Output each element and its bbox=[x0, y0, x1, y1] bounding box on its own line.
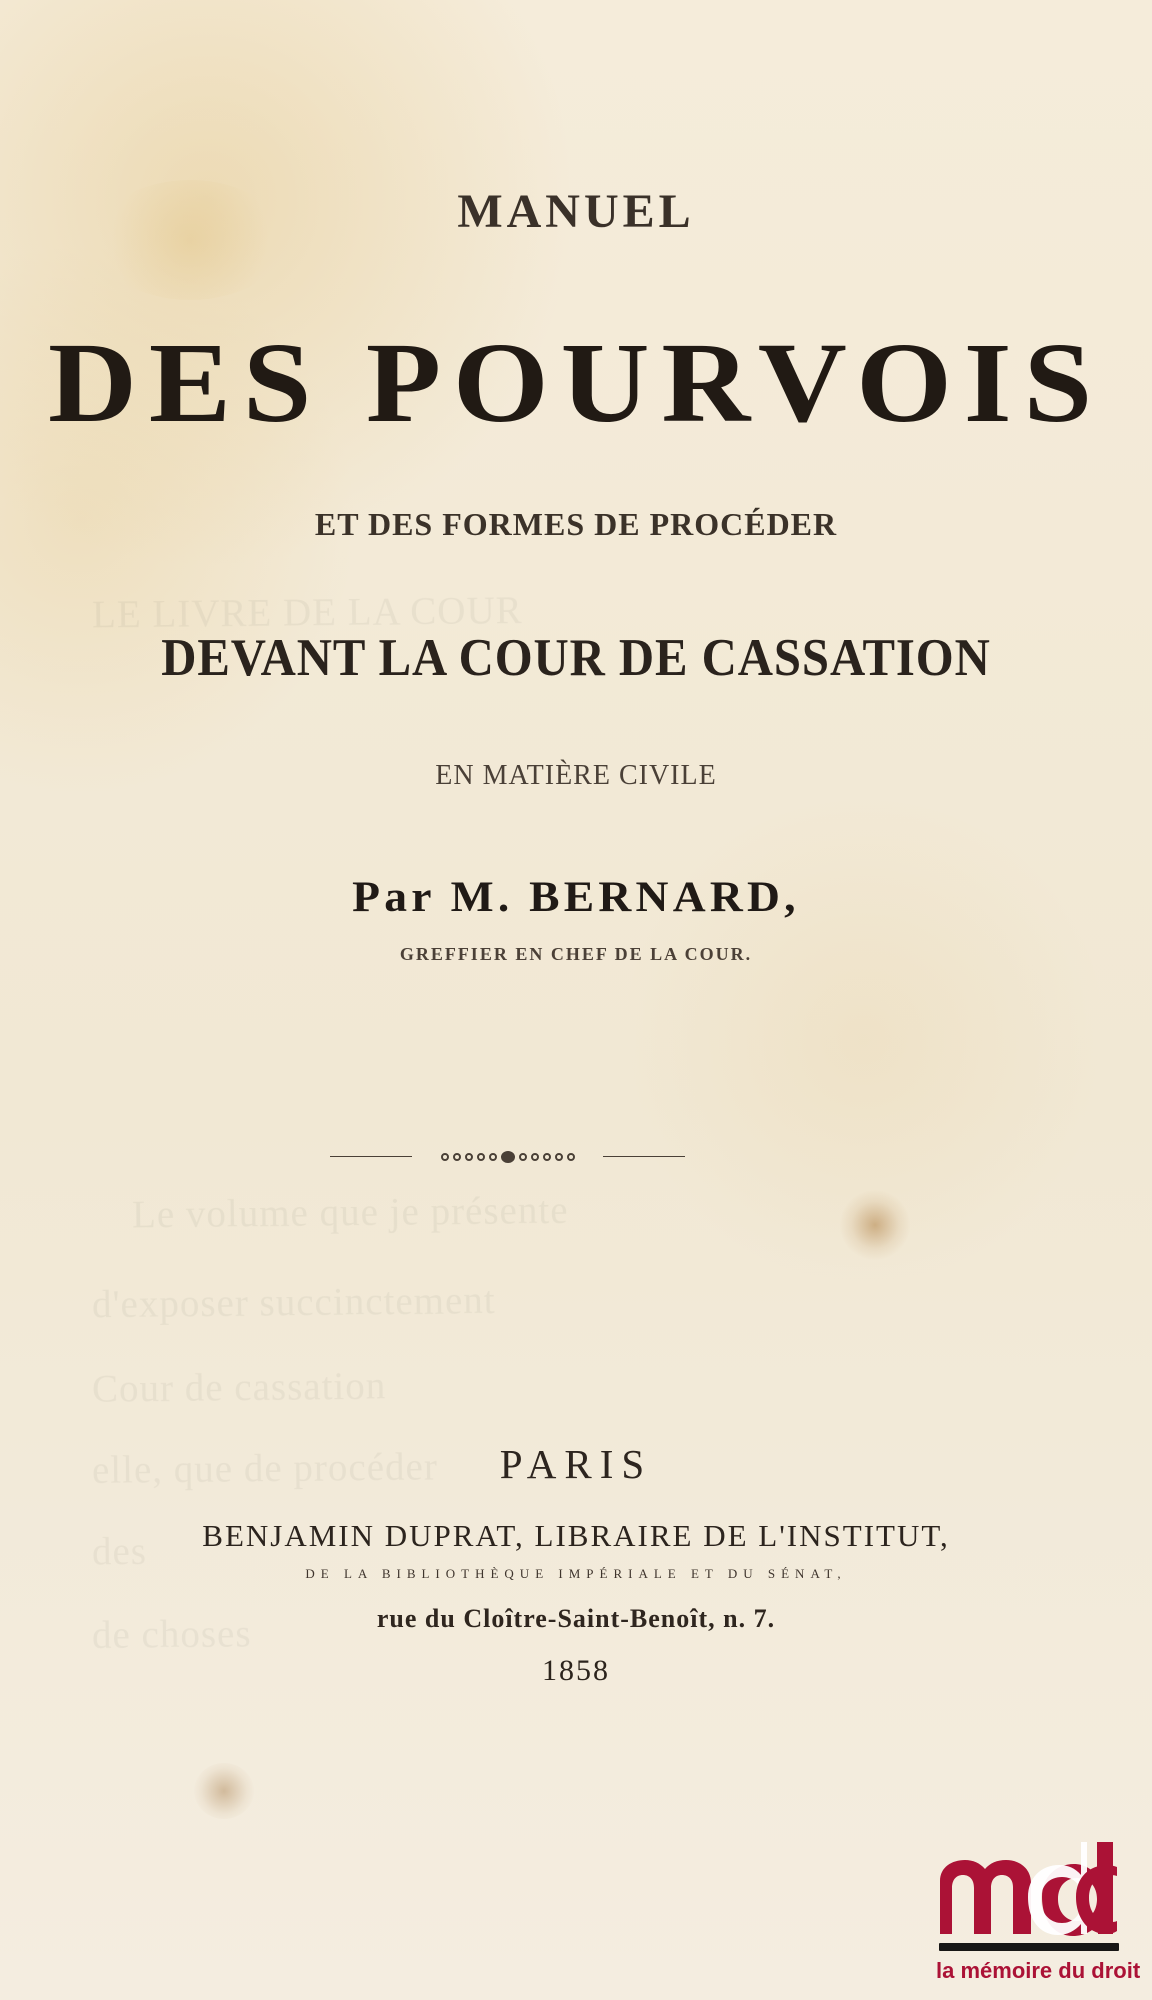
ornament-bead bbox=[489, 1153, 497, 1161]
bleed-through-line: des bbox=[91, 1529, 148, 1574]
mdd-logo bbox=[936, 1838, 1141, 1986]
title-line-civile: EN MATIÈRE CIVILE bbox=[435, 760, 717, 791]
author-title-line: GREFFIER EN CHEF DE LA COUR. bbox=[399, 944, 753, 964]
ornament-bead bbox=[465, 1153, 473, 1161]
ornament-bead bbox=[555, 1153, 563, 1161]
mdd-logo-caption: la mémoire du droit bbox=[936, 1958, 1141, 1983]
mdd-logo-rule bbox=[939, 1943, 1119, 1951]
ornament-bead bbox=[543, 1153, 551, 1161]
ornament-beads bbox=[412, 1150, 603, 1164]
title-line-manuel: MANUEL bbox=[457, 185, 695, 238]
imprint-year: 1858 bbox=[542, 1654, 610, 1687]
bleed-through-line: d'exposer succinctement bbox=[91, 1278, 496, 1327]
bleed-through-line: LE LIVRE DE LA COUR bbox=[91, 588, 523, 637]
author-line: Par M. BERNARD, bbox=[352, 874, 800, 921]
ornament-divider bbox=[330, 1150, 685, 1164]
ornament-bead bbox=[567, 1153, 575, 1161]
bleed-through-line: Cour de cassation bbox=[91, 1364, 387, 1411]
mdd-logo-icon bbox=[936, 1838, 1121, 1938]
ornament-bead bbox=[519, 1153, 527, 1161]
title-line-cassation: DEVANT LA COUR DE CASSATION bbox=[161, 629, 991, 687]
ornament-bead bbox=[531, 1153, 539, 1161]
paper-stain-bottom bbox=[194, 1763, 254, 1819]
imprint-library-line: DE LA BIBLIOTHÈQUE IMPÉRIALE ET DU SÉNAT, bbox=[305, 1566, 847, 1581]
ornament-line-left bbox=[330, 1156, 412, 1157]
bleed-through-line: de choses bbox=[91, 1612, 252, 1657]
ornament-center-bead bbox=[501, 1151, 515, 1163]
imprint-city: PARIS bbox=[499, 1441, 653, 1487]
bleed-through-line: elle, que de procéder bbox=[91, 1445, 439, 1492]
imprint-address: rue du Cloître-Saint-Benoît, n. 7. bbox=[376, 1604, 776, 1633]
ornament-bead bbox=[453, 1153, 461, 1161]
ornament-line-right bbox=[603, 1156, 685, 1157]
title-line-pourvois: DES POURVOIS bbox=[48, 319, 1104, 446]
title-line-procedure: ET DES FORMES DE PROCÉDER bbox=[314, 506, 838, 542]
imprint-publisher: BENJAMIN DUPRAT, LIBRAIRE DE L'INSTITUT, bbox=[202, 1518, 950, 1553]
ornament-bead bbox=[441, 1153, 449, 1161]
ornament-bead bbox=[477, 1153, 485, 1161]
bleed-through-line: Le volume que je présente bbox=[131, 1188, 569, 1237]
paper-stain-right bbox=[840, 1190, 910, 1260]
